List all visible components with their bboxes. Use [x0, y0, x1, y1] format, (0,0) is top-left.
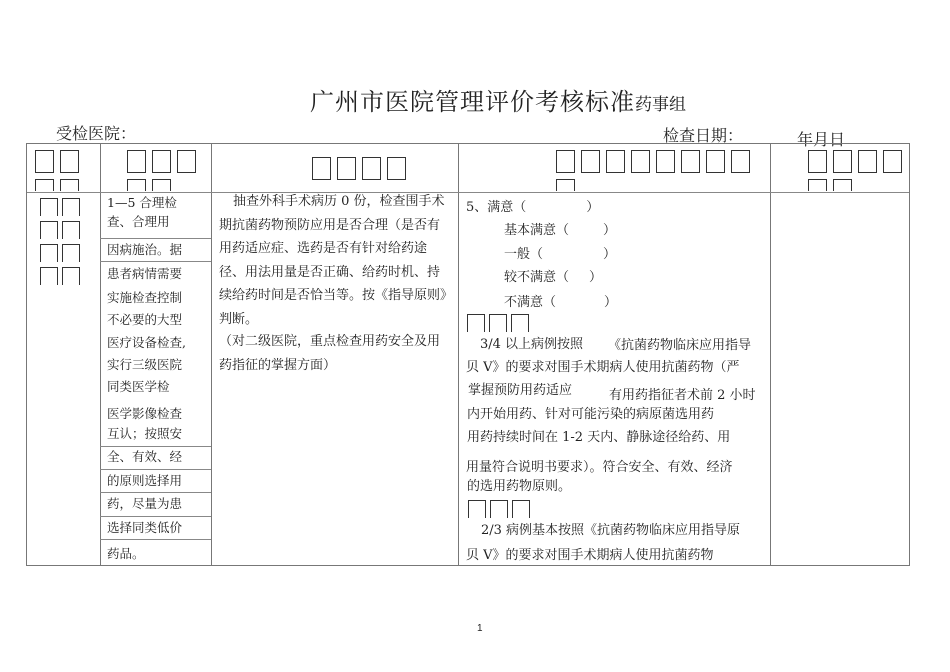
col2-line: 的原则选择用 [107, 473, 183, 488]
page-number: 1 [477, 623, 483, 634]
col2-line: 药，尽量为患 [107, 496, 183, 511]
col2-line: 选择同类低价 [107, 520, 183, 535]
satisfaction-option-basic: 基本满意（ ） [504, 223, 617, 238]
title-main: 广州市医院管理评价考核标准 [310, 88, 635, 116]
date-placeholder: 年月日 [797, 130, 846, 149]
para1-line7: 的选用药物原则。 [467, 479, 572, 494]
grade-marker-boxes [467, 314, 533, 333]
column-divider [211, 144, 212, 565]
header-cell-4 [556, 150, 756, 198]
check-method-note: （对二级医院，重点检查用药安全及用药指征的掌握方面） [219, 334, 441, 373]
col2-line: 不必要的大型 [107, 312, 183, 327]
satisfaction-option-average: 一般（ ） [504, 247, 617, 262]
column-divider [100, 144, 101, 565]
col2-line: 因病施治。据 [107, 242, 183, 257]
col2-line: 互认；按照安 [107, 426, 183, 441]
title-suffix: 药事组 [635, 95, 686, 115]
check-method-text: 抽查外科手术病历 0 份，检查围手术期抗菌药物预防应用是否合理（是否有用药适应症、选药是否有针对给药途径、用法用量是否正确、给药时机、持续给药时间是否恰当等。按《指导原则》判断。 [219, 194, 447, 327]
header-cell-2 [127, 150, 202, 198]
satisfaction-option-unsatisfied: 不满意（ ） [504, 295, 618, 310]
col2-line: 患者病情需要 [107, 266, 183, 281]
cell-divider [100, 492, 211, 493]
col2-line: 医疗设备检查, [107, 335, 186, 350]
column-divider [458, 144, 459, 565]
satisfaction-heading: 5、满意（ ） [466, 200, 600, 215]
col2-line: 实施检查控制 [107, 290, 183, 305]
col2-line: 全、有效、经 [107, 449, 183, 464]
grade-marker-boxes [468, 500, 534, 519]
para1-line6: 用量符合说明书要求）。符合安全、有效、经济 [466, 460, 733, 475]
para2-line1: 2/3 病例基本按照《抗菌药物临床应用指导原 [481, 523, 741, 538]
header-cell-5 [808, 150, 908, 198]
cell-divider [100, 539, 211, 540]
cell-divider [100, 516, 211, 517]
para1-line3b: 有用药指征者术前 2 小时 [609, 388, 756, 403]
cell-divider [100, 238, 211, 239]
header-cell-3 [312, 157, 412, 180]
column-divider [770, 144, 771, 565]
col2-line: 药品。 [107, 546, 145, 561]
col2-line: 同类医学检 [107, 379, 170, 394]
col2-line: 1—5 合理检 [107, 195, 177, 210]
inspection-date-label: 检查日期： [663, 126, 744, 145]
para1-line3a: 掌握预防用药适应 [468, 383, 573, 398]
header-cell-1 [35, 150, 85, 198]
col2-line: 医学影像检查 [107, 406, 183, 421]
para1-line4: 内开始用药、针对可能污染的病原菌选用药 [467, 407, 715, 422]
col2-line: 实行三级医院 [107, 357, 183, 372]
col2-line: 查、合理用 [107, 214, 170, 229]
document-title [310, 82, 686, 117]
para2-line2: 贝 V》的要求对围手术期病人使用抗菌药物 [466, 548, 714, 563]
satisfaction-option-less: 较不满意（ ） [504, 270, 603, 285]
cell-divider [100, 446, 211, 447]
para1-line2: 贝 V》的要求对围手术期病人使用抗菌药物（严 [466, 360, 740, 375]
cell-divider [100, 469, 211, 470]
cell-divider [100, 261, 211, 262]
category-cell [40, 198, 84, 286]
inspected-hospital-label: 受检医院： [56, 124, 137, 143]
para1-line1: 《抗菌药物临床应用指导 [608, 338, 752, 353]
para1-line5: 用药持续时间在 1-2 天内、静脉途径给药、用 [467, 430, 731, 445]
para1-lead: 3/4 以上病例按照 [480, 337, 584, 352]
